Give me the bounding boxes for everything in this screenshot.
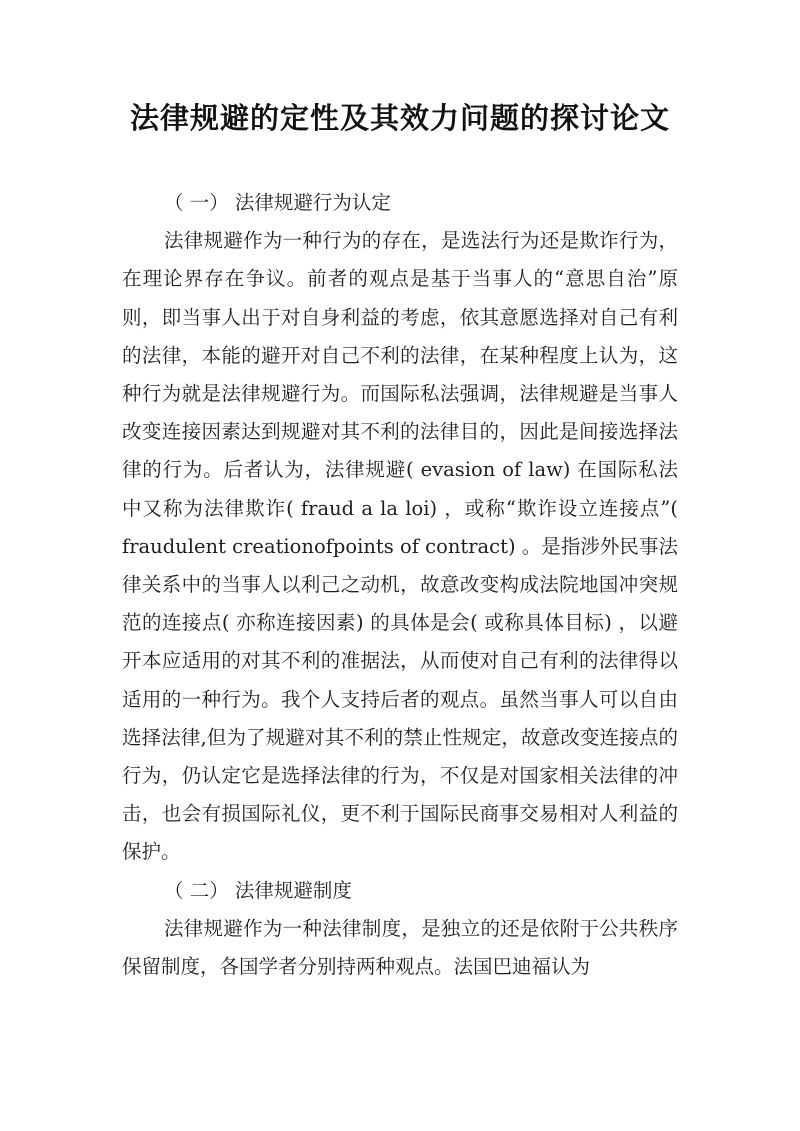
section-2-paragraph: 法律规避作为一种法律制度，是独立的还是依附于公共秩序保留制度，各国学者分别持两种观点。法国巴迪福认为 (122, 916, 678, 979)
document-title: 法律规避的定性及其效力问题的探讨论文 (129, 101, 670, 135)
section-1-paragraph: 法律规避作为一种行为的存在，是选法行为还是欺诈行为，在理论界存在争议。前者的观点是基于当事人的“意思自治”原则，即当事人出于对自身利益的考虑，依其意愿选择对自己有利的法律，本能的避开对自己不利的法律，在某种程度上认为，这种行为就是法律规避行为。而国际私法强调，法律规避是当事人改变连接因素达到规避对其不利的法律目的，因此是间接选择法律的行为。后者认为，法律规避( evasion of law) 在国际私法中又称为法律欺诈( fraud a la loi) ，或称“欺诈设立连接点”( fraudulent creationofpoints of contract) 。是指涉外民事法律关系中的当事人以利己之动机，故意改变构成法院地国冲突规范的连接点( 亦称连接因素) 的具体是会( 或称具体目标) ，以避开本应适用的对其不利的准据法，从而使对自己有利的法律得以适用的一种行为。我个人支持后者的观点。虽然当事人可以自由选择法律,但为了规避对其不利的禁止性规定，故意改变连接点的行为，仍认定它是选择法律的行为，不仅是对国家相关法律的冲击，也会有损国际礼仪，更不利于国际民商事交易相对人利益的保护。 (122, 229, 678, 864)
section-1-heading: （ 一） 法律规避行为认定 (164, 191, 391, 214)
document-body (122, 184, 678, 986)
section-2-heading: （ 二） 法律规避制度 (164, 878, 352, 902)
